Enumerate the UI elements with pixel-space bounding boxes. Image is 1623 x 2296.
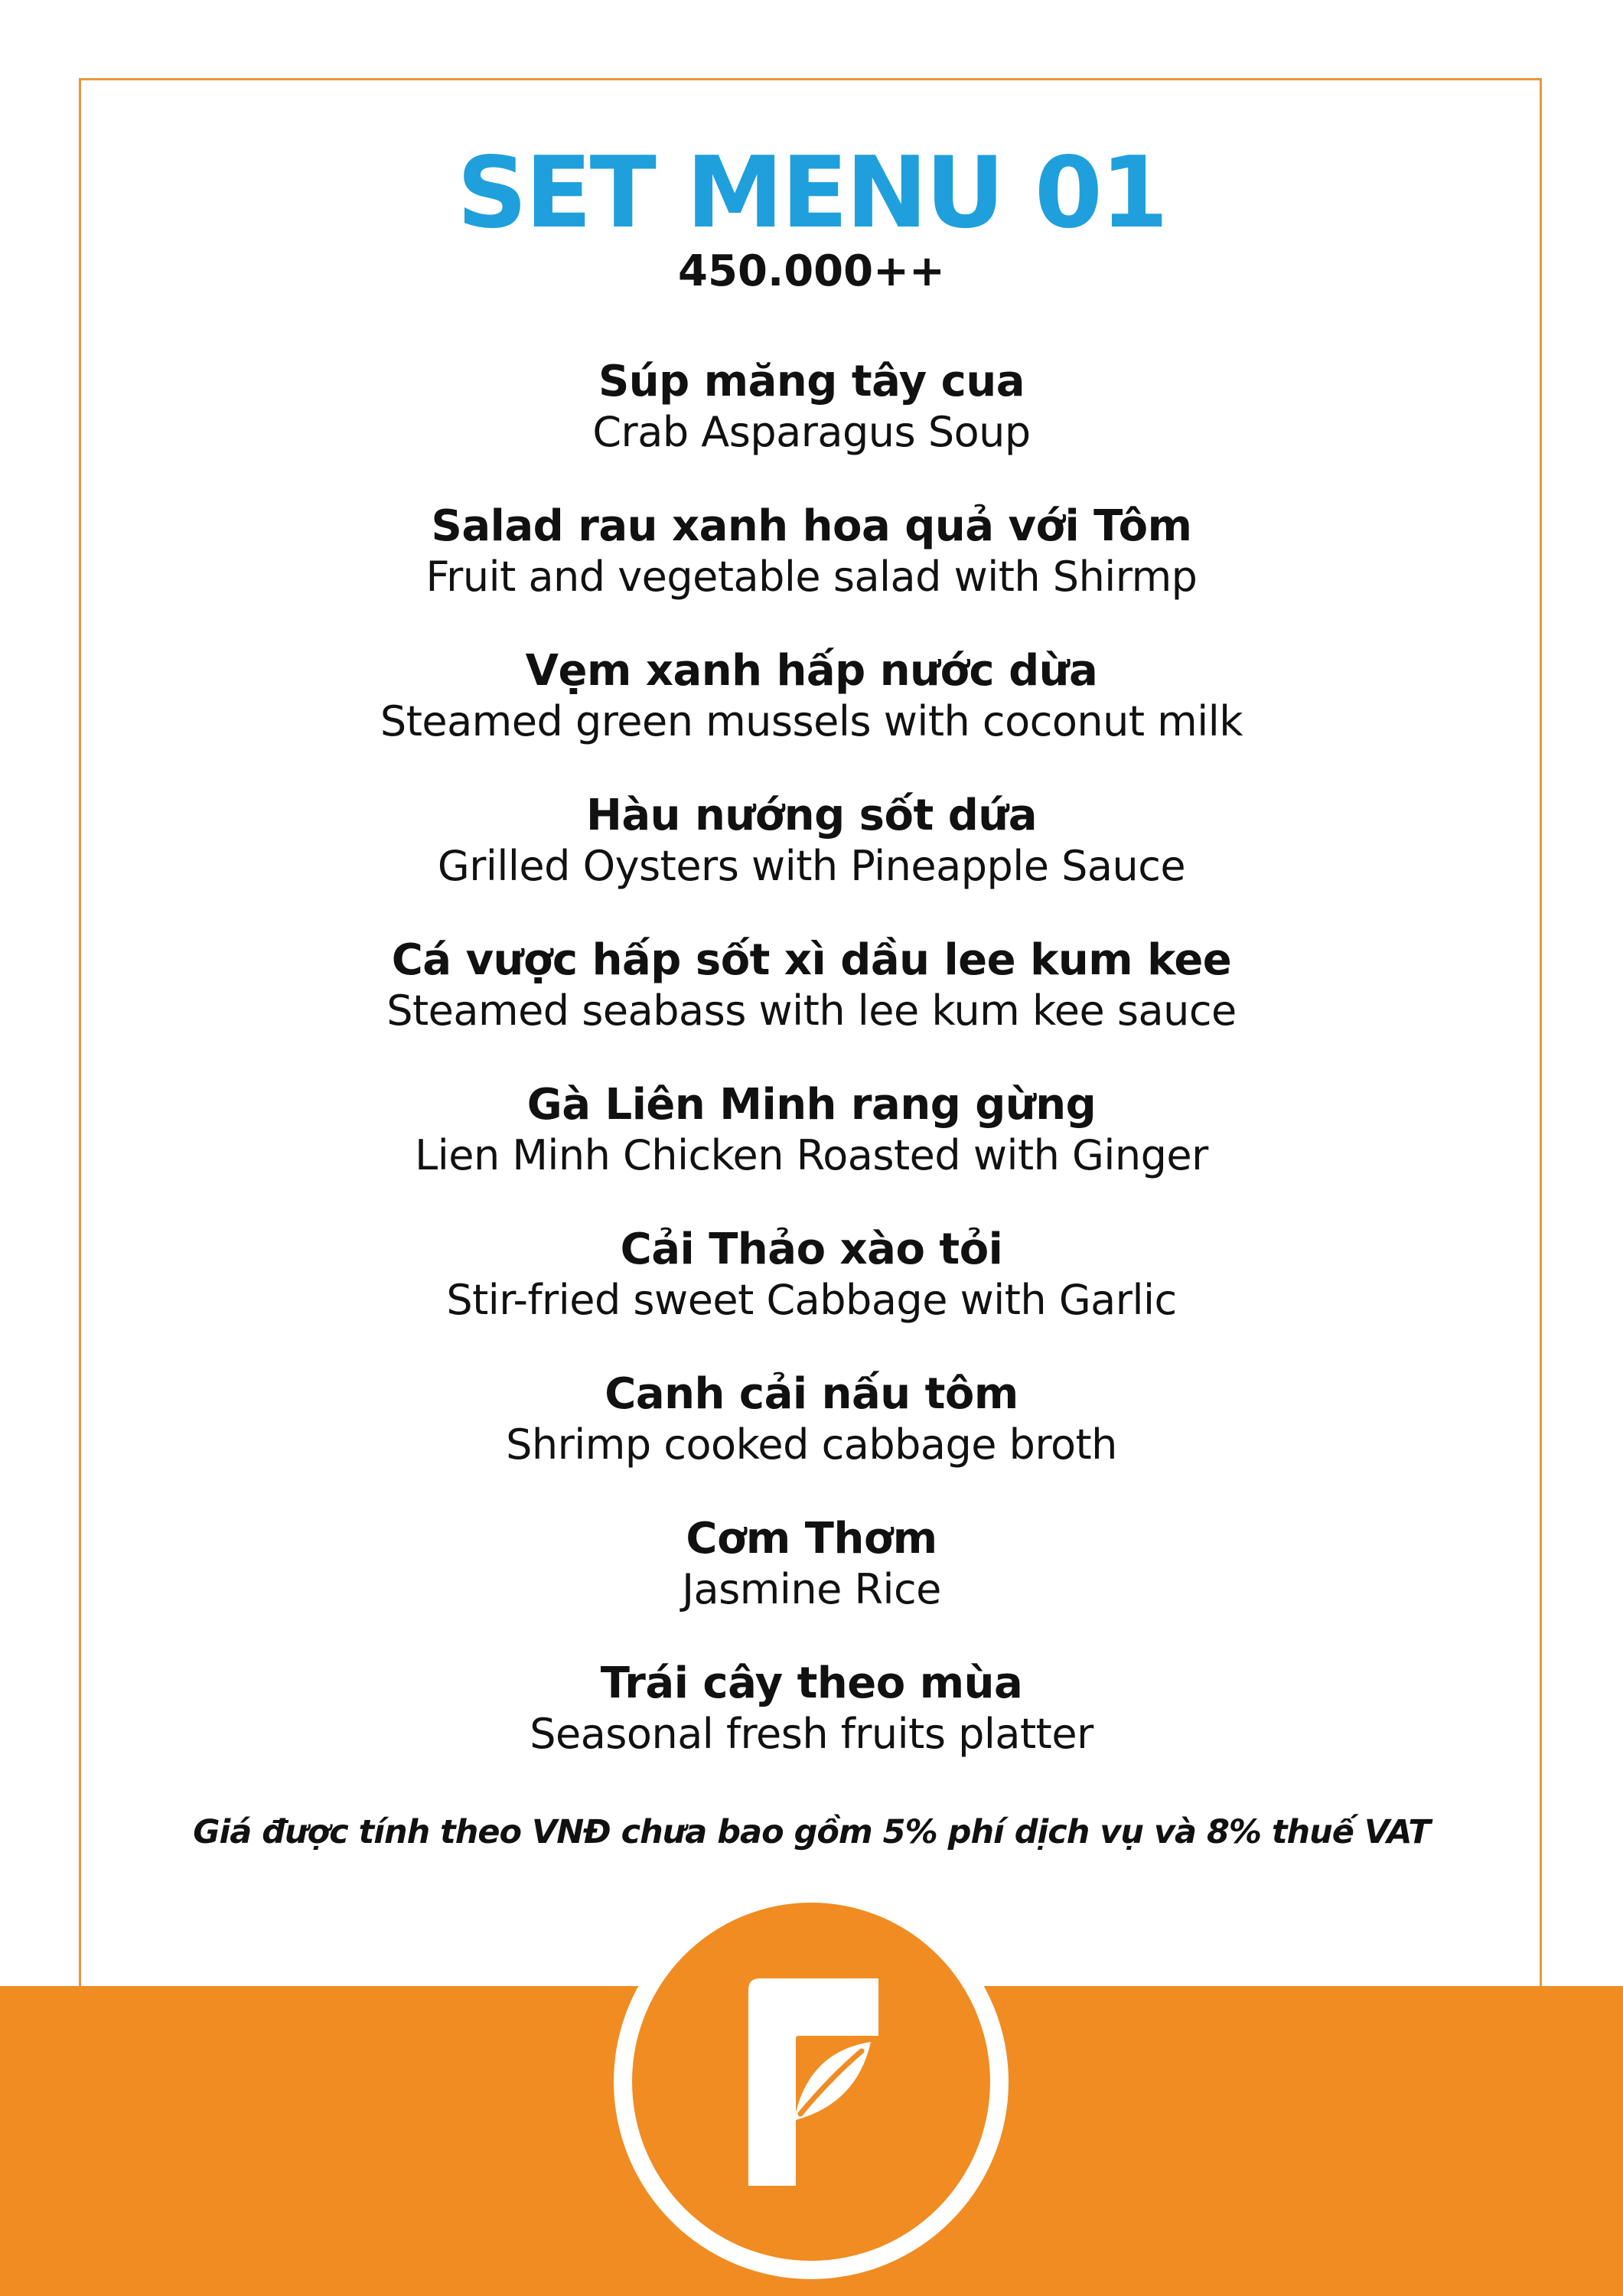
dish-name-english: Crab Asparagus Soup xyxy=(592,408,1031,456)
footer-orange-band xyxy=(0,1986,1623,2296)
dish-name-english: Jasmine Rice xyxy=(682,1565,941,1613)
dish-list xyxy=(0,357,1623,1803)
dish-name-vietnamese: Cơm Thơm xyxy=(686,1514,937,1564)
dish-name-english: Seasonal fresh fruits platter xyxy=(530,1710,1093,1758)
dish-item xyxy=(0,1369,1623,1514)
price-tax-note: Giá được tính theo VNĐ chưa bao gồm 5% phí dịch vụ và 8% thuế VAT xyxy=(193,1813,1430,1851)
dish-item xyxy=(0,501,1623,646)
dish-item xyxy=(0,1080,1623,1225)
dish-name-vietnamese: Canh cải nấu tôm xyxy=(605,1369,1018,1419)
dish-name-english: Steamed green mussels with coconut milk xyxy=(380,697,1243,745)
dish-item xyxy=(0,791,1623,935)
dish-name-english: Steamed seabass with lee kum kee sauce xyxy=(386,987,1237,1035)
dish-item xyxy=(0,1225,1623,1369)
dish-name-english: Fruit and vegetable salad with Shirmp xyxy=(425,553,1198,601)
dish-name-english: Shrimp cooked cabbage broth xyxy=(506,1420,1117,1469)
dish-name-english: Stir-fried sweet Cabbage with Garlic xyxy=(446,1276,1177,1324)
menu-title: SET MENU 01 xyxy=(456,136,1167,250)
dish-item xyxy=(0,1658,1623,1803)
menu-price: 450.000++ xyxy=(678,246,945,296)
dish-name-vietnamese: Gà Liên Minh rang gừng xyxy=(526,1080,1097,1130)
dish-name-vietnamese: Trái cây theo mùa xyxy=(600,1658,1023,1708)
dish-item xyxy=(0,935,1623,1080)
dish-item xyxy=(0,1514,1623,1658)
dish-name-vietnamese: Hàu nướng sốt dứa xyxy=(586,791,1037,840)
dish-name-english: Grilled Oysters with Pineapple Sauce xyxy=(437,842,1186,890)
dish-name-vietnamese: Súp măng tây cua xyxy=(598,357,1025,406)
dish-name-vietnamese: Vẹm xanh hấp nước dừa xyxy=(525,646,1098,696)
dish-item xyxy=(0,357,1623,501)
dish-name-vietnamese: Cá vược hấp sốt xì dầu lee kum kee xyxy=(391,935,1232,985)
dish-name-vietnamese: Cải Thảo xào tỏi xyxy=(620,1225,1003,1274)
dish-name-english: Lien Minh Chicken Roasted with Ginger xyxy=(415,1131,1208,1179)
dish-item xyxy=(0,646,1623,791)
dish-name-vietnamese: Salad rau xanh hoa quả với Tôm xyxy=(431,501,1192,551)
